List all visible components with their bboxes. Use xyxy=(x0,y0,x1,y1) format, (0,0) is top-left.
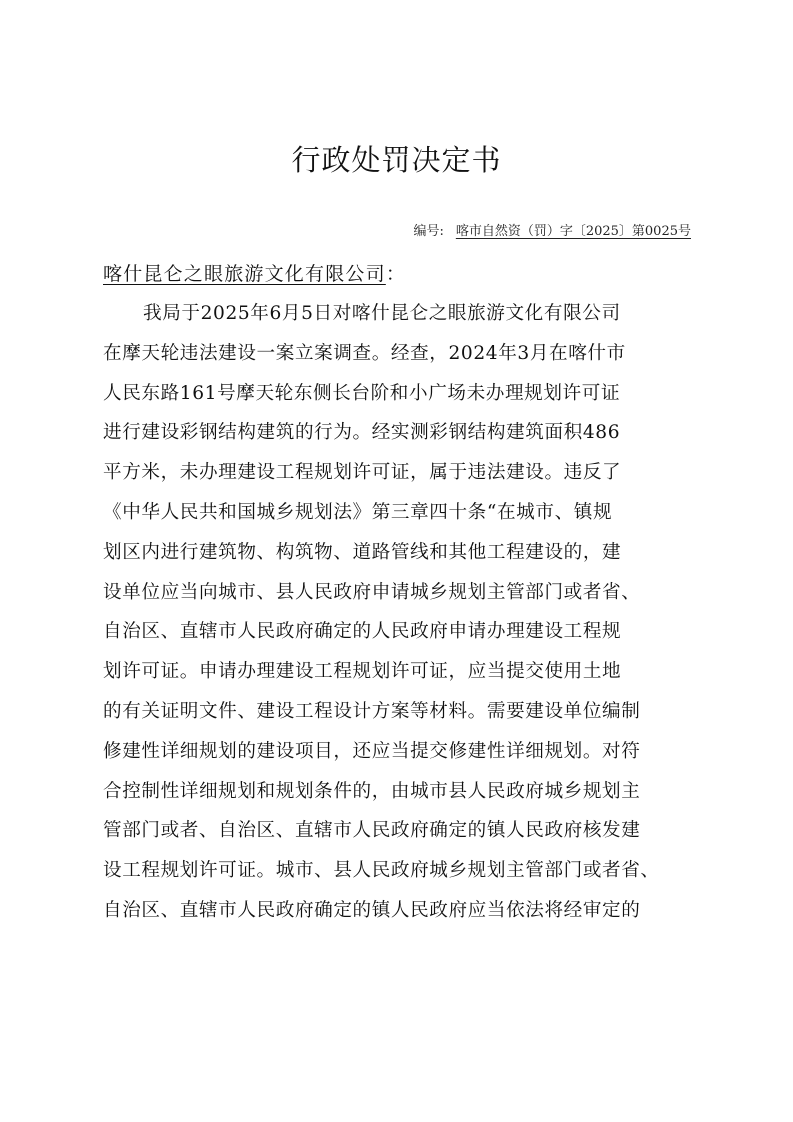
addressee-name: 喀什昆仑之眼旅游文化有限公司 xyxy=(103,263,386,285)
addressee xyxy=(103,259,406,286)
body-line: 在摩天轮违法建设一案立案调查。经查，2024年3月在喀什市 xyxy=(103,342,626,364)
body-line: 划区内进行建筑物、构筑物、道路管线和其他工程建设的，建 xyxy=(103,541,622,563)
body-line: 我局于2025年6月5日对喀什昆仑之眼旅游文化有限公司 xyxy=(143,303,621,324)
body-text xyxy=(103,294,693,931)
document-number-label: 编号: xyxy=(413,224,444,239)
body-line: 进行建设彩钢结构建筑的行为。经实测彩钢结构建筑面积486 xyxy=(103,422,621,444)
body-line: 自治区、直辖市人民政府确定的人民政府申请办理建设工程规 xyxy=(103,621,622,643)
body-line: 平方米，未办理建设工程规划许可证，属于违法建设。违反了 xyxy=(103,462,622,484)
body-line: 管部门或者、自治区、直辖市人民政府确定的镇人民政府核发建 xyxy=(103,820,641,842)
body-line: 修建性详细规划的建设项目，还应当提交修建性详细规划。对符 xyxy=(103,740,641,762)
document-number-value: 喀市自然资（罚）字〔2025〕第0025号 xyxy=(455,224,691,239)
body-line: 的有关证明文件、建设工程设计方案等材料。需要建设单位编制 xyxy=(103,700,641,722)
body-line: 人民东路161号摩天轮东侧长台阶和小广场未办理规划许可证 xyxy=(103,382,621,404)
document-title: 行政处罚决定书 xyxy=(291,143,502,177)
body-line: 《中华人民共和国城乡规划法》第三章四十条“在城市、镇规 xyxy=(103,501,613,523)
addressee-colon: ： xyxy=(385,263,407,285)
body-line: 设工程规划许可证。城市、县人民政府城乡规划主管部门或者省、 xyxy=(103,860,660,882)
body-line: 划许可证。申请办理建设工程规划许可证，应当提交使用土地 xyxy=(103,661,622,683)
body-line: 自治区、直辖市人民政府确定的镇人民政府应当依法将经审定的 xyxy=(103,899,641,921)
document-number xyxy=(413,220,691,239)
body-line: 设单位应当向城市、县人民政府申请城乡规划主管部门或者省、 xyxy=(103,581,641,603)
body-line: 合控制性详细规划和规划条件的，由城市县人民政府城乡规划主 xyxy=(103,780,641,802)
